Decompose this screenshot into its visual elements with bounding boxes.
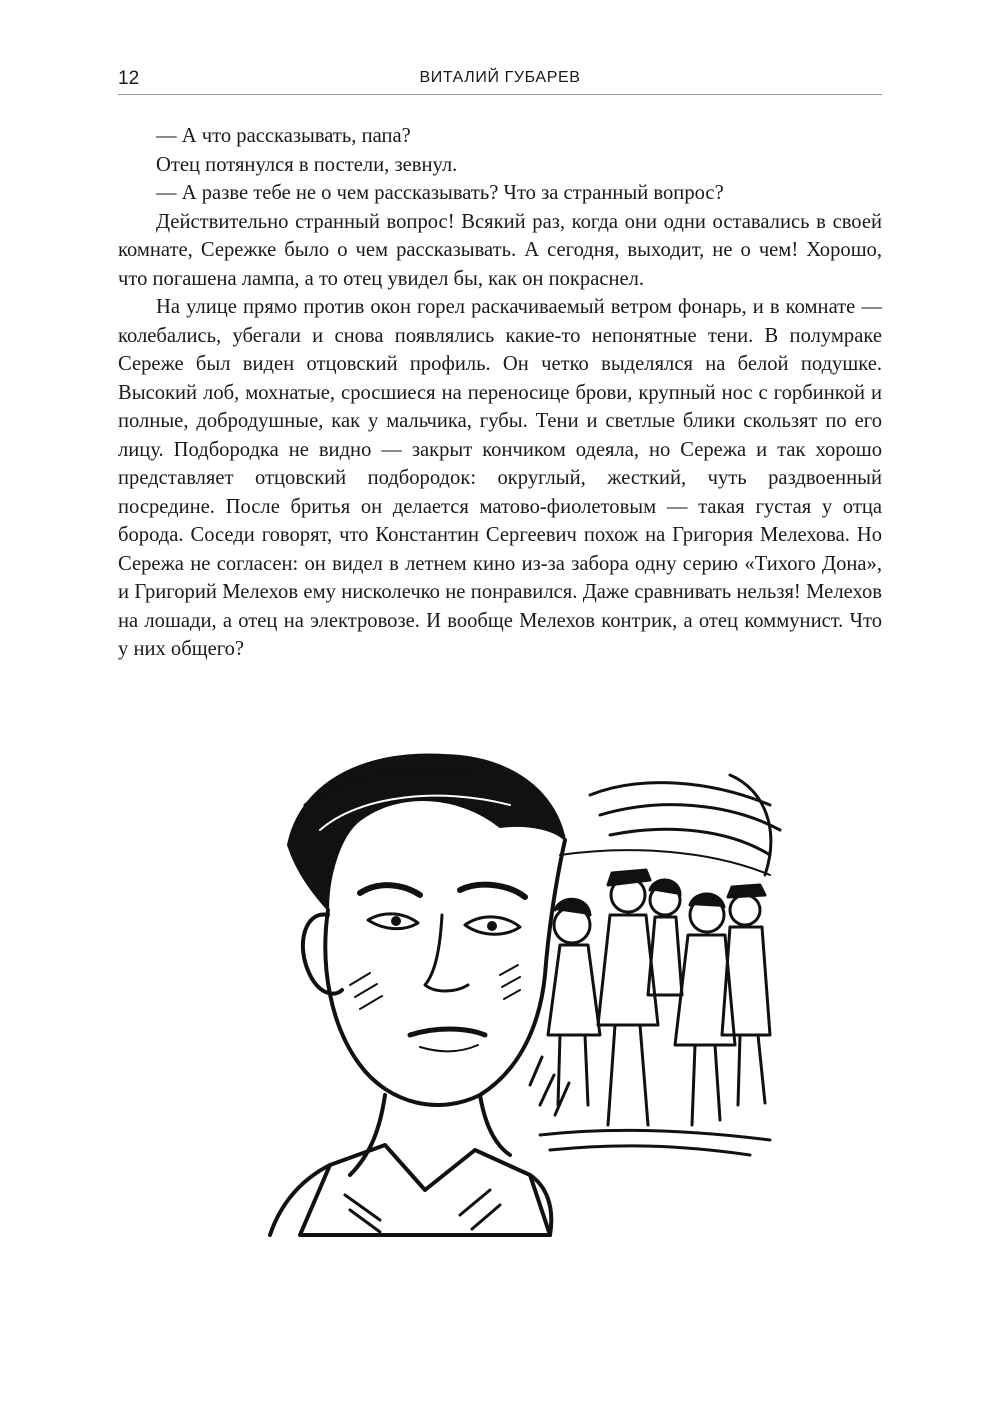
boy-hair [288,755,565,910]
running-head: ВИТАЛИЙ ГУБАРЕВ [419,69,581,86]
sketch-illustration [210,735,790,1240]
body-text [118,122,882,664]
boy-face [325,840,565,1105]
paragraph: — А разве тебе не о чем рассказывать? Что за странный вопрос? [156,182,724,204]
boy-collar [300,1145,550,1235]
page-number: 12 [118,68,140,89]
ground-strokes [540,1130,770,1155]
wind-strokes [590,775,780,875]
paragraph: На улице прямо против окон горел раскачиваемый ветром фонарь, и в комнате — колебались, убегали и снова появлялись какие-то непонятные тени. В полумраке Сереже был виден отцовский профиль. Он четко выделялся на белой подушке. Высокий лоб, мохнатые, сросшиеся на переносице брови, крупный нос с горбинкой и полные, добродушные, как у мальчика, губы. Тени и светлые блики скользят по его лицу. Подбородка не видно — закрыт кончиком одеяла, но Сережа и так хорошо представляет отцовский подбородок: округлый, жесткий, чуть раздвоенный посредине. После бритья он делается матово-фиолетовым — такая густая у отца борода. Соседи говорят, что Константин Сергеевич похож на Григория Мелехова. Но Сережа не согласен: он видел в летнем кино из-за забора одну серию «Тихого Дона», и Григорий Мелехов ему нисколечко не понравился. Даже сравнивать нельзя! Мелехов на лошади, а отец на электровозе. И вообще Мелехов контрик, а отец коммунист. Что у них общего? [118,296,882,660]
paragraph: Отец потянулся в постели, зевнул. [156,153,458,176]
children-group [548,870,770,1125]
header-rule [118,94,882,95]
illustration [210,735,790,1240]
paragraph: — А что рассказывать, папа? [156,125,411,147]
page-header [118,66,882,94]
paragraph: Действительно странный вопрос! Всякий раз, когда они одни оставались в своей комнате, Сережке было о чем рассказывать. А сегодня, выходит, не о чем! Хорошо, что погашена лампа, а то отец увидел бы, как он покраснел. [118,210,882,290]
